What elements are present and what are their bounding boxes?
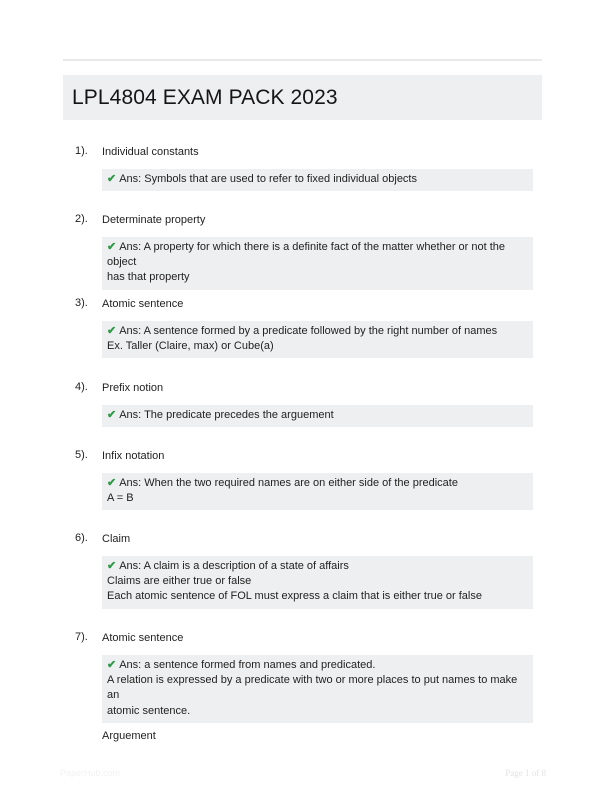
answer-line: Ans: The predicate precedes the arguement (119, 409, 334, 421)
answer-line: A relation is expressed by a predicate with two or more places to put names to make an (107, 674, 518, 702)
question-number: 3). (75, 297, 88, 309)
answer-line: Ans: a sentence formed from names and predicated. (119, 659, 376, 671)
answer-box (102, 473, 533, 510)
title-banner (63, 75, 542, 120)
answer-box (102, 655, 533, 723)
check-icon: ✔ (107, 241, 117, 253)
answer-line: Ans: A claim is a description of a state of affairs (119, 560, 349, 572)
check-icon: ✔ (107, 560, 117, 572)
page-number: Page 1 of 8 (505, 768, 546, 778)
answer-line: Each atomic sentence of FOL must express a claim that is either true or false (107, 590, 482, 603)
question-term: Individual constants (102, 146, 199, 158)
question-term: Arguement (102, 730, 156, 742)
page-title: LPL4804 EXAM PACK 2023 (72, 86, 338, 109)
answer-box (102, 237, 533, 290)
answer-line: A = B (107, 492, 134, 505)
question-number: 6). (75, 532, 88, 544)
question-term: Determinate property (102, 214, 206, 226)
question-term: Prefix notion (102, 382, 164, 394)
question-term: Atomic sentence (102, 298, 184, 310)
answer-line: Ans: A property for which there is a definite fact of the matter whether or not the object (107, 241, 506, 269)
check-icon: ✔ (107, 409, 117, 421)
footer-watermark: PaperHub.com (60, 768, 121, 778)
answer-line: Claims are either true or false (107, 575, 252, 588)
check-icon: ✔ (107, 659, 117, 671)
check-icon: ✔ (107, 325, 117, 337)
question-number: 5). (75, 449, 88, 461)
top-divider (63, 59, 542, 61)
answer-line: atomic sentence. (107, 704, 191, 717)
answer-line: Ex. Taller (Claire, max) or Cube(a) (107, 340, 274, 353)
question-term: Atomic sentence (102, 632, 184, 644)
question-term: Infix notation (102, 450, 165, 462)
answer-line: has that property (107, 271, 190, 284)
question-number: 7). (75, 631, 88, 643)
answer-box (102, 556, 533, 609)
answer-line: Ans: Symbols that are used to refer to fixed individual objects (119, 173, 417, 185)
question-number: 1). (75, 145, 88, 157)
question-number: 2). (75, 213, 88, 225)
answer-line: Ans: A sentence formed by a predicate followed by the right number of names (119, 325, 498, 337)
answer-box (102, 321, 533, 358)
answer-box (102, 169, 533, 191)
check-icon: ✔ (107, 477, 117, 489)
check-icon: ✔ (107, 173, 117, 185)
answer-line: Ans: When the two required names are on either side of the predicate (119, 477, 458, 489)
question-term: Claim (102, 533, 131, 545)
question-number: 4). (75, 381, 88, 393)
answer-box (102, 405, 533, 427)
